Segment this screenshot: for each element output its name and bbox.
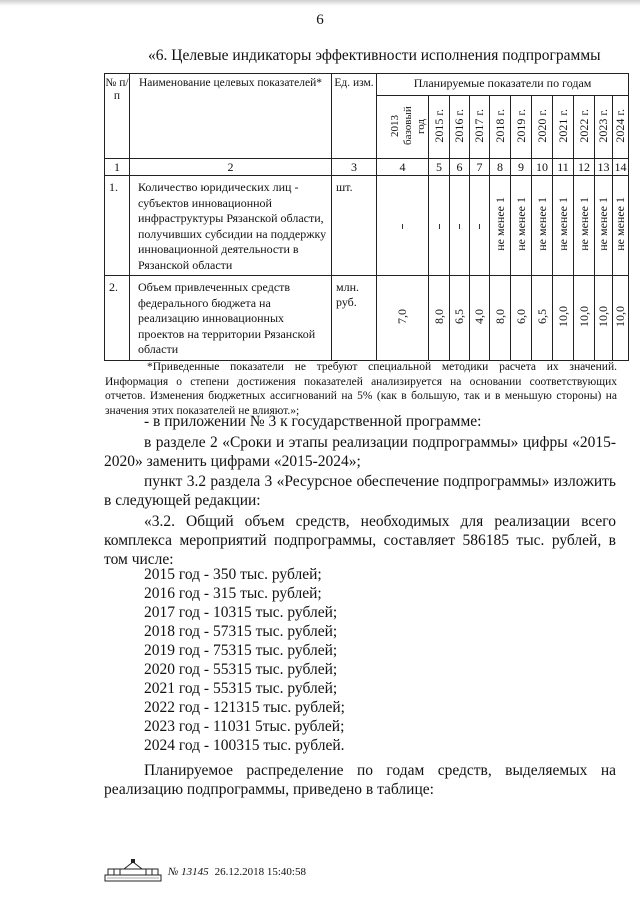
header-year: 2015 г. — [429, 96, 450, 159]
column-number: 10 — [532, 159, 553, 176]
year-line: 2021 год - 55315 тыс. рублей; — [144, 680, 338, 697]
row-value: 10,0 — [574, 276, 595, 361]
row-value: не менее 1 — [511, 176, 532, 276]
year-line: 2017 год - 10315 тыс. рублей; — [144, 604, 338, 621]
header-num: № п/п — [105, 74, 130, 159]
header-year: 2024 г. — [613, 96, 629, 159]
row-value: не менее 1 — [595, 176, 613, 276]
column-number: 6 — [450, 159, 470, 176]
paragraph: в разделе 2 «Сроки и этапы реализации подпрограммы» цифры «2015-2020» заменить цифрами «2015-2024»; — [104, 434, 616, 470]
row-value: 10,0 — [595, 276, 613, 361]
table-row — [105, 176, 629, 276]
table-row — [105, 276, 629, 361]
indicators-table — [104, 73, 629, 361]
registration-stamp — [168, 866, 306, 878]
header-base-year: 2013 базовый год — [377, 96, 429, 159]
column-number: 3 — [332, 159, 377, 176]
paragraph: пункт 3.2 раздела 3 «Ресурсное обеспечение подпрограммы» изложить в следующей редакции: — [104, 473, 616, 509]
column-number: 4 — [377, 159, 429, 176]
column-number: 9 — [511, 159, 532, 176]
building-logo-icon — [104, 858, 162, 882]
row-value — [470, 176, 490, 276]
row-value: 6,5 — [532, 276, 553, 361]
paragraph: «3.2. Общий объем средств, необходимых для реализации всего комплекса мероприятий подпрограммы, составляет 586185 тыс. рублей, в том числе: — [104, 513, 616, 568]
row-number: 2. — [105, 276, 130, 361]
column-number: 8 — [490, 159, 511, 176]
column-number: 1 — [105, 159, 130, 176]
header-name: Наименование целевых показателей* — [130, 74, 332, 159]
column-number: 13 — [595, 159, 613, 176]
header-year: 2019 г. — [511, 96, 532, 159]
row-value: 7,0 — [377, 276, 429, 361]
row-value: 6,5 — [450, 276, 470, 361]
row-number: 1. — [105, 176, 130, 276]
year-line: 2024 год - 100315 тыс. рублей. — [144, 737, 345, 754]
year-line: 2016 год - 315 тыс. рублей; — [144, 585, 322, 602]
year-line: 2022 год - 121315 тыс. рублей; — [144, 699, 345, 716]
header-year: 2020 г. — [532, 96, 553, 159]
stamp-number: № 13145 — [168, 866, 209, 878]
paragraph: Планируемое распределение по годам средств, выделяемых на реализацию подпрограммы, приведено в таблице: — [104, 762, 616, 798]
column-number: 5 — [429, 159, 450, 176]
header-year: 2016 г. — [450, 96, 470, 159]
row-unit: млн. руб. — [332, 276, 377, 361]
paragraph: - в приложении № 3 к государственной программе: — [144, 413, 482, 430]
row-value — [450, 176, 470, 276]
header-unit: Ед. изм. — [332, 74, 377, 159]
column-number: 2 — [130, 159, 332, 176]
year-line: 2019 год - 75315 тыс. рублей; — [144, 642, 338, 659]
header-year: 2017 г. — [470, 96, 490, 159]
header-year: 2021 г. — [553, 96, 574, 159]
year-line: 2015 год - 350 тыс. рублей; — [144, 566, 322, 583]
column-number: 12 — [574, 159, 595, 176]
row-value: 10,0 — [553, 276, 574, 361]
row-unit: шт. — [332, 176, 377, 276]
year-line: 2018 год - 57315 тыс. рублей; — [144, 623, 338, 640]
row-value: не менее 1 — [613, 176, 629, 276]
column-number: 7 — [470, 159, 490, 176]
row-name: Объем привлеченных средств федерального бюджета на реализацию инновационных проектов на территории Рязанской области — [130, 276, 332, 361]
row-name: Количество юридических лиц - субъектов инновационной инфраструктуры Рязанской области, получивших субсидии на поддержку инновационной деятельности в Рязанской области — [130, 176, 332, 276]
header-year: 2022 г. — [574, 96, 595, 159]
row-value: 10,0 — [613, 276, 629, 361]
stamp-datetime: 26.12.2018 15:40:58 — [214, 866, 306, 878]
row-value: не менее 1 — [553, 176, 574, 276]
row-value — [429, 176, 450, 276]
footnote: *Приведенные показатели не требуют специальной методики расчета их значений. Информация о степени достижения показателей анализируется на основании соответствующих отчетов. Изменения бюджетных ассигнований на 5% (как в большую, так и в меньшую стороны) на значения этих показателей не влияют.»; — [105, 361, 617, 417]
page-number: 6 — [316, 12, 324, 28]
header-year: 2018 г. — [490, 96, 511, 159]
header-planned: Планируемые показатели по годам — [377, 74, 629, 96]
row-value: 4,0 — [470, 276, 490, 361]
row-value: 8,0 — [429, 276, 450, 361]
scan-edge — [0, 0, 640, 6]
row-value: не менее 1 — [574, 176, 595, 276]
year-line: 2020 год - 55315 тыс. рублей; — [144, 661, 338, 678]
row-value: не менее 1 — [532, 176, 553, 276]
row-value: 8,0 — [490, 276, 511, 361]
row-value — [377, 176, 429, 276]
column-number: 11 — [553, 159, 574, 176]
row-value: 6,0 — [511, 276, 532, 361]
section-title: «6. Целевые индикаторы эффективности исполнения подпрограммы — [148, 47, 601, 64]
row-value: не менее 1 — [490, 176, 511, 276]
column-number: 14 — [613, 159, 629, 176]
year-line: 2023 год - 11031 5тыс. рублей; — [144, 718, 345, 735]
header-year: 2023 г. — [595, 96, 613, 159]
